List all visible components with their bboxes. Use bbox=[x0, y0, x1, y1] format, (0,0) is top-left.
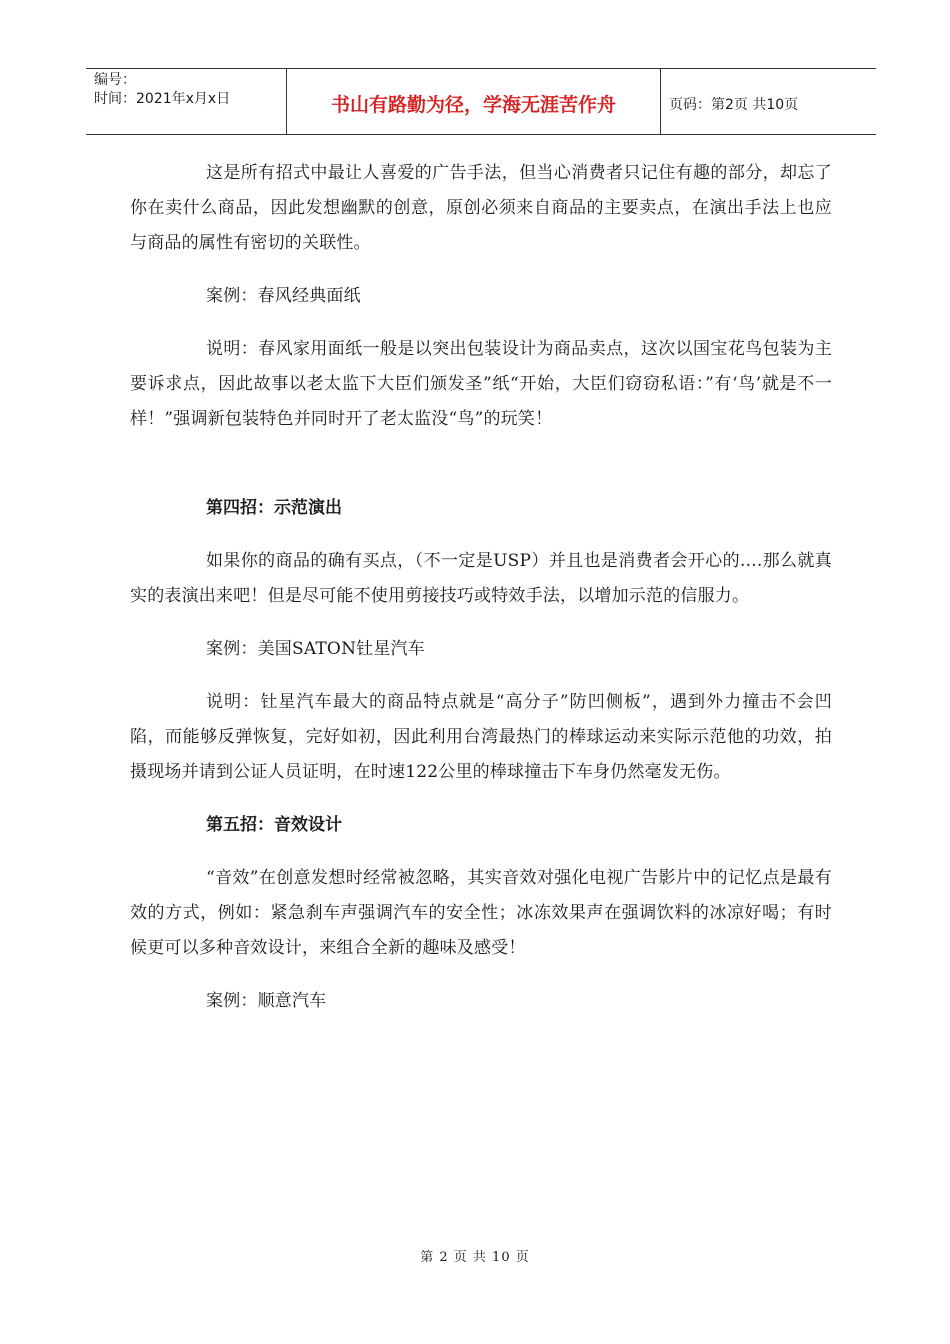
paragraph-humor: 这是所有招式中最让人喜爱的广告手法，但当心消费者只记住有趣的部分，却忘了你在卖什么商品，因此发想幽默的创意，原创必须来自商品的主要卖点，在演出手法上也应与商品的属性有密切的关联性。 bbox=[130, 163, 832, 253]
number-label: 编号： bbox=[94, 72, 136, 88]
case-label: 案例：美国SATON钍星汽车 bbox=[206, 639, 425, 659]
paragraph-sound-effects: “音效”在创意发想时经常被忽略，其实音效对强化电视广告影片中的记忆点是最有效的方式，例如：紧急刹车声强调汽车的安全性；冰冻效果声在强调饮料的冰凉好喝；有时候更可以多种音效设计，来组合全新的趣味及感受！ bbox=[130, 868, 832, 958]
page-footer: 第 2 页 共 10 页 bbox=[420, 1250, 530, 1265]
case-label: 案例：顺意汽车 bbox=[206, 991, 327, 1011]
document-body bbox=[130, 156, 832, 1019]
paragraph-demonstration: 如果你的商品的确有买点，（不一定是USP）并且也是消费者会开心的....那么就真实的表演出来吧！但是尽可能不使用剪接技巧或特效手法，以增加示范的信服力。 bbox=[130, 551, 832, 606]
time-label: 时间：2021年x月x日 bbox=[94, 91, 231, 107]
page-header bbox=[86, 68, 876, 135]
section-heading-5: 第五招：音效设计 bbox=[206, 815, 342, 835]
header-page-label: 页码：第2页 共10页 bbox=[669, 96, 799, 113]
header-motto: 书山有路勤为径，学海无涯苦作舟 bbox=[287, 69, 661, 134]
explanation-paragraph: 说明：钍星汽车最大的商品特点就是“高分子”防凹侧板”，遇到外力撞击不会凹陷，而能够反弹恢复，完好如初，因此利用台湾最热门的棒球运动来实际示范他的功效，拍摄现场并请到公证人员证明，在时速122公里的棒球撞击下车身仍然毫发无伤。 bbox=[130, 692, 832, 782]
case-label: 案例：春风经典面纸 bbox=[206, 286, 361, 306]
section-heading-4: 第四招：示范演出 bbox=[206, 498, 342, 518]
header-meta bbox=[86, 69, 287, 134]
explanation-paragraph: 说明：春风家用面纸一般是以突出包装设计为商品卖点，这次以国宝花鸟包装为主要诉求点，因此故事以老太监下大臣们颁发圣”纸“开始，大臣们窃窃私语：”有‘鸟’就是不一样！”强调新包装特色并同时开了老太监没“鸟”的玩笑！ bbox=[130, 339, 832, 429]
